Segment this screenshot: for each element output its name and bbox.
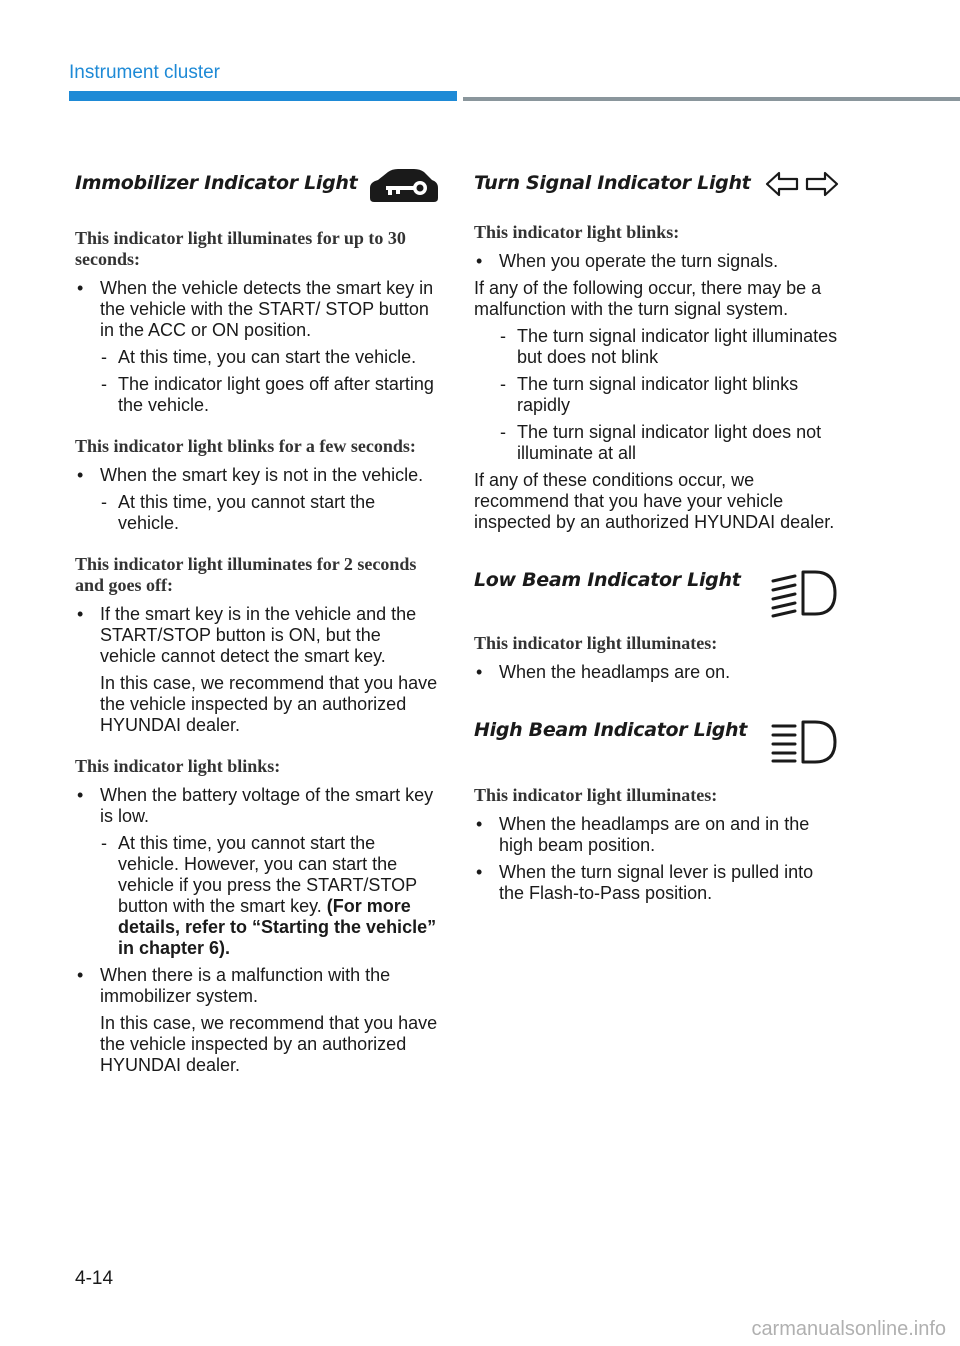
- low-beam-title: Low Beam Indicator Light: [474, 569, 741, 591]
- cross-reference: (For more details, refer to “Starting the vehicle” in chapter 6).: [118, 896, 437, 958]
- turn-signal-title: Turn Signal Indicator Light: [474, 172, 751, 194]
- dash-item: - At this time, you can start the vehicle.: [75, 347, 440, 368]
- header-rule-accent: [69, 91, 457, 101]
- section-subheading: This indicator light blinks for a few seconds:: [75, 436, 416, 456]
- turn-signal-arrows-icon: [765, 170, 839, 198]
- bullet-item: • When the smart key is not in the vehicle.: [75, 465, 440, 486]
- dash-item: - The turn signal indicator light illuminates but does not blink: [474, 326, 839, 368]
- paragraph: If any of the following occur, there may be a malfunction with the turn signal system.: [474, 278, 822, 319]
- bullet-item: • When there is a malfunction with the immobilizer system.: [75, 965, 440, 1007]
- section-subheading: This indicator light illuminates:: [474, 633, 718, 653]
- low-beam-heading: [474, 565, 839, 619]
- section-subheading: This indicator light illuminates for up to 30 seconds:: [75, 228, 406, 269]
- dash-item-text: At this time, you cannot start the vehicle. However, you can start the vehicle if you press the START/STOP button with the smart key.: [118, 833, 417, 916]
- high-beam-icon: [769, 719, 839, 765]
- turn-signal-heading: [474, 168, 839, 198]
- immobilizer-title: Immobilizer Indicator Light: [75, 172, 358, 194]
- bullet-item: • When the vehicle detects the smart key in the vehicle with the START/ STOP button in the ACC or ON position.: [75, 278, 440, 341]
- bullet-item: • When you operate the turn signals.: [474, 251, 839, 272]
- left-column: [75, 168, 440, 1082]
- dash-item: [75, 833, 440, 959]
- header-title: Instrument cluster: [69, 62, 220, 83]
- section-subheading: This indicator light illuminates:: [474, 785, 718, 805]
- car-key-icon: [366, 168, 440, 204]
- dash-item: - The indicator light goes off after starting the vehicle.: [75, 374, 440, 416]
- bullet-item: • When the battery voltage of the smart key is low.: [75, 785, 440, 827]
- bullet-item: • When the turn signal lever is pulled into the Flash-to-Pass position.: [474, 862, 839, 904]
- bullet-item: • When the headlamps are on.: [474, 662, 839, 683]
- immobilizer-heading: [75, 168, 440, 204]
- paragraph: If any of these conditions occur, we recommend that you have your vehicle inspected by an authorized HYUNDAI dealer.: [474, 470, 835, 532]
- low-beam-icon: [769, 569, 839, 619]
- header-rule: [463, 97, 960, 101]
- section-subheading: This indicator light blinks:: [474, 222, 680, 242]
- high-beam-title: High Beam Indicator Light: [474, 719, 748, 741]
- dash-item: - At this time, you cannot start the vehicle.: [75, 492, 440, 534]
- right-column: [474, 168, 839, 910]
- indented-paragraph: In this case, we recommend that you have the vehicle inspected by an authorized HYUNDAI dealer.: [100, 673, 438, 735]
- page-number: 4-14: [75, 1268, 114, 1289]
- high-beam-heading: [474, 715, 839, 765]
- bullet-item: • If the smart key is in the vehicle and the START/STOP button is ON, but the vehicle cannot detect the smart key.: [75, 604, 440, 667]
- dash-item: - The turn signal indicator light blinks rapidly: [474, 374, 839, 416]
- indented-paragraph: In this case, we recommend that you have the vehicle inspected by an authorized HYUNDAI dealer.: [100, 1013, 438, 1075]
- dash-item: - The turn signal indicator light does not illuminate at all: [474, 422, 839, 464]
- watermark: carmanualsonline.info: [751, 1318, 946, 1340]
- bullet-item: • When the headlamps are on and in the high beam position.: [474, 814, 839, 856]
- section-subheading: This indicator light illuminates for 2 seconds and goes off:: [75, 554, 417, 595]
- section-subheading: This indicator light blinks:: [75, 756, 281, 776]
